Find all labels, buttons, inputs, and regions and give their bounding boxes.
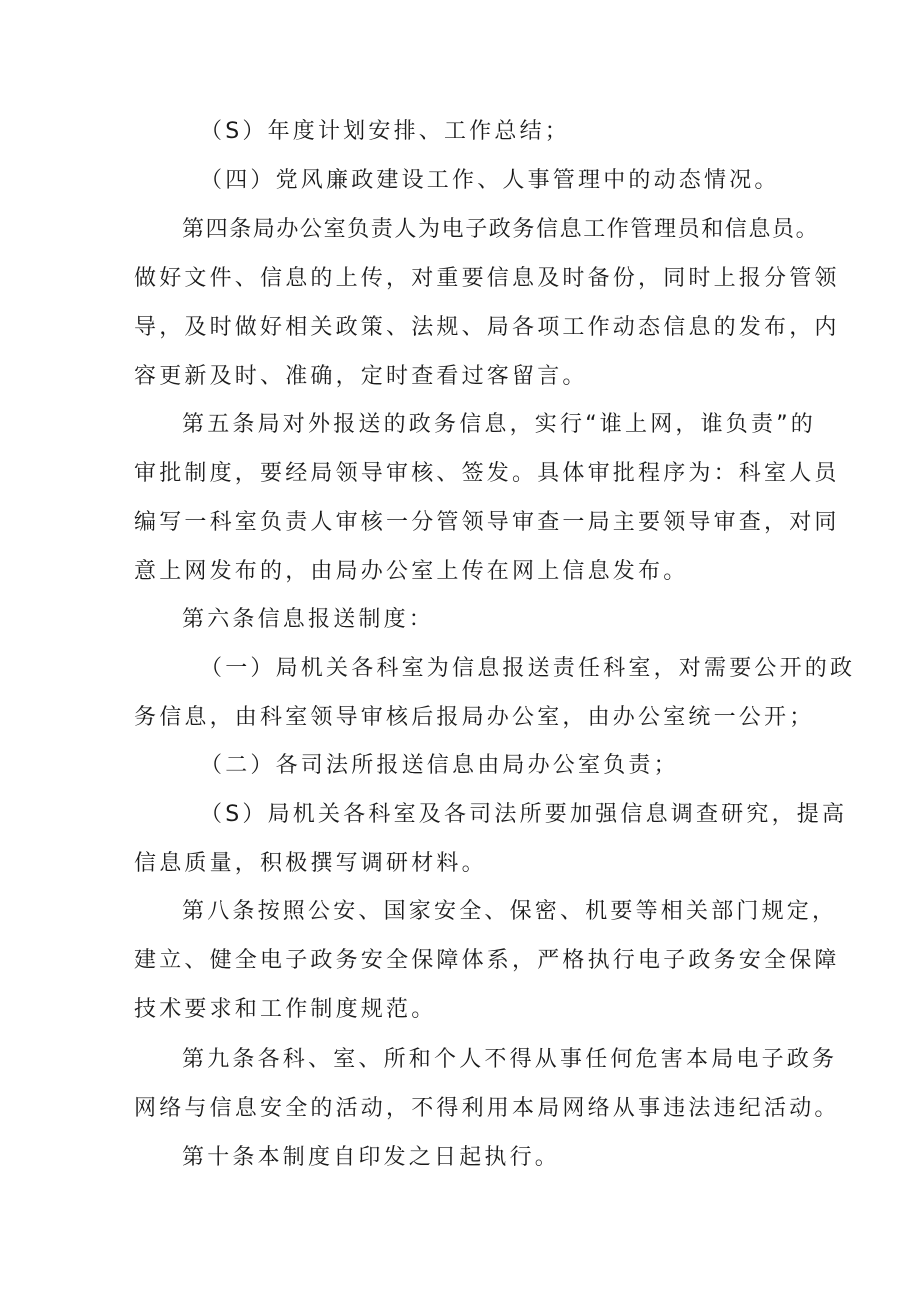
text-line: 第九条各科、室、所和个人不得从事任何危害本局电子政务: [182, 1047, 838, 1072]
text-line: 建立、健全电子政务安全保障体系，严格执行电子政务安全保障: [134, 948, 840, 973]
text-line: （二）各司法所报送信息由局办公室负责；: [200, 753, 679, 778]
text-line: （一）局机关各科室为信息报送责任科室，对需要公开的政: [200, 656, 856, 681]
text-line: 第八条按照公安、国家安全、保密、机要等相关部门规定，: [182, 899, 838, 924]
text-line: （S）局机关各科室及各司法所要加强信息调查研究，提高: [200, 802, 848, 827]
text-line: 容更新及时、准确，定时查看过客留言。: [134, 364, 588, 389]
text-line: 做好文件、信息的上传，对重要信息及时备份，同时上报分管领: [134, 266, 840, 291]
text-line: 审批制度，要经局领导审核、签发。具体审批程序为：科室人员: [134, 461, 840, 486]
text-line: （四）党风廉政建设工作、人事管理中的动态情况。: [200, 168, 780, 193]
text-line: 信息质量，积极撰写调研材料。: [134, 851, 487, 876]
text-line: 导，及时做好相关政策、法规、局各项工作动态信息的发布，内: [134, 315, 840, 340]
text-line: 意上网发布的，由局办公室上传在网上信息发布。: [134, 559, 689, 584]
text-line: 技术要求和工作制度规范。: [134, 997, 437, 1022]
text-line: 编写一科室负责人审核一分管领导审查一局主要领导审查，对同: [134, 510, 840, 535]
text-line: 第四条局办公室负责人为电子政务信息工作管理员和信息员。: [182, 217, 820, 242]
text-line: 第五条局对外报送的政务信息，实行“谁上网，谁负责”的: [182, 412, 816, 437]
text-line: （S）年度计划安排、工作总结；: [200, 119, 570, 144]
text-line: 网络与信息安全的活动，不得利用本局网络从事违法违纪活动。: [134, 1096, 840, 1121]
text-line: 第六条信息报送制度：: [182, 607, 435, 632]
text-line: 第十条本制度自印发之日起执行。: [182, 1145, 561, 1170]
text-line: 务信息，由科室领导审核后报局办公室，由办公室统一公开；: [134, 705, 815, 730]
